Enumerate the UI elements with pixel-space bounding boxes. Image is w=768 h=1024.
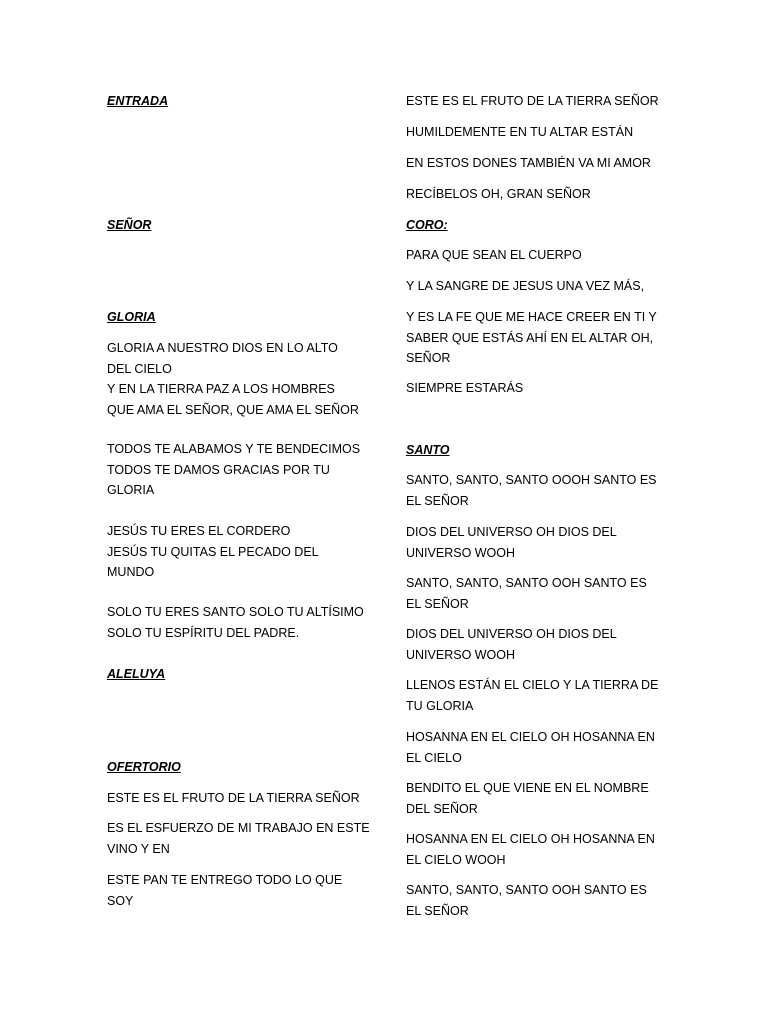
gloria-paragraph: [107, 521, 369, 583]
santo-paragraph: [406, 624, 668, 665]
gloria-paragraph: [107, 338, 369, 420]
text-line: DIOS DEL UNIVERSO OH DIOS DEL: [406, 627, 617, 641]
heading-ofertorio: OFERTORIO: [107, 760, 181, 774]
text-line: HUMILDEMENTE EN TU ALTAR ESTÁN: [406, 125, 634, 139]
text-line: TODOS TE DAMOS GRACIAS POR TU: [107, 462, 330, 477]
text-line: SABER QUE ESTÁS AHÍ EN EL ALTAR OH,: [406, 330, 654, 345]
ofertorio-cont-paragraph: [406, 122, 668, 143]
text-line: JESÚS TU QUITAS EL PECADO DEL: [107, 544, 319, 559]
text-line: PARA QUE SEAN EL CUERPO: [406, 248, 582, 262]
text-line: JESÚS TU ERES EL CORDERO: [107, 524, 291, 538]
text-line: ES EL ESFUERZO DE MI TRABAJO EN ESTE: [107, 821, 370, 835]
santo-paragraph: [406, 522, 668, 563]
ofertorio-paragraph: [107, 870, 369, 911]
santo-paragraph: [406, 880, 668, 921]
santo-paragraph: [406, 778, 668, 819]
text-line: EL SEÑOR: [406, 903, 469, 918]
ofertorio-cont-paragraph: [406, 184, 668, 205]
text-line: SOY: [107, 893, 134, 908]
santo-paragraph: [406, 829, 668, 870]
text-line: SIEMPRE ESTARÁS: [406, 381, 524, 395]
text-line: HOSANNA EN EL CIELO OH HOSANNA EN: [406, 730, 655, 744]
text-line: EL SEÑOR: [406, 493, 469, 508]
gloria-paragraph: [107, 439, 369, 501]
heading-entrada: ENTRADA: [107, 94, 169, 108]
ofertorio-cont-paragraph: [406, 153, 668, 174]
coro-paragraph: [406, 245, 668, 266]
text-line: RECÍBELOS OH, GRAN SEÑOR: [406, 187, 591, 201]
text-line: SANTO, SANTO, SANTO OOOH SANTO ES: [406, 473, 657, 487]
heading-santo: SANTO: [406, 443, 450, 457]
santo-paragraph: [406, 470, 668, 511]
santo-paragraph: [406, 727, 668, 768]
text-line: EL SEÑOR: [406, 596, 469, 611]
heading-gloria: GLORIA: [107, 310, 156, 324]
text-line: ESTE ES EL FRUTO DE LA TIERRA SEÑOR: [107, 791, 360, 805]
text-line: Y ES LA FE QUE ME HACE CREER EN TI Y: [406, 310, 657, 324]
coro-paragraph: [406, 378, 668, 399]
text-line: BENDITO EL QUE VIENE EN EL NOMBRE: [406, 781, 649, 795]
coro-paragraph: [406, 276, 668, 297]
text-line: SOLO TU ESPÍRITU DEL PADRE.: [107, 625, 300, 640]
ofertorio-paragraph: [107, 818, 369, 859]
text-line: GLORIA: [107, 483, 155, 497]
text-line: ESTE PAN TE ENTREGO TODO LO QUE: [107, 873, 343, 887]
text-line: EL CIELO WOOH: [406, 852, 506, 867]
text-line: SEÑOR: [406, 351, 451, 365]
ofertorio-cont-paragraph: [406, 91, 668, 112]
santo-paragraph: [406, 675, 668, 716]
coro-paragraph: [406, 307, 668, 369]
text-line: DEL SEÑOR: [406, 801, 478, 816]
text-line: QUE AMA EL SEÑOR, QUE AMA EL SEÑOR: [107, 402, 359, 417]
text-line: MUNDO: [107, 565, 155, 579]
heading-coro: CORO:: [406, 218, 448, 232]
text-line: SANTO, SANTO, SANTO OOH SANTO ES: [406, 576, 647, 590]
heading-aleluya: ALELUYA: [107, 667, 166, 681]
text-line: LLENOS ESTÁN EL CIELO Y LA TIERRA DE: [406, 678, 659, 692]
text-line: TU GLORIA: [406, 698, 474, 713]
heading-senor: SEÑOR: [107, 218, 152, 232]
text-line: HOSANNA EN EL CIELO OH HOSANNA EN: [406, 832, 655, 846]
gloria-paragraph: [107, 602, 369, 643]
text-line: EN ESTOS DONES TAMBIÉN VA MI AMOR: [406, 156, 651, 170]
text-line: UNIVERSO WOOH: [406, 647, 516, 662]
text-line: DIOS DEL UNIVERSO OH DIOS DEL: [406, 525, 617, 539]
text-line: GLORIA A NUESTRO DIOS EN LO ALTO: [107, 341, 338, 355]
text-line: Y LA SANGRE DE JESUS UNA VEZ MÁS,: [406, 279, 645, 293]
text-line: Y EN LA TIERRA PAZ A LOS HOMBRES: [107, 382, 335, 396]
text-line: UNIVERSO WOOH: [406, 545, 516, 560]
text-line: SANTO, SANTO, SANTO OOH SANTO ES: [406, 883, 647, 897]
text-line: VINO Y EN: [107, 841, 170, 856]
text-line: DEL CIELO: [107, 361, 172, 376]
text-line: SOLO TU ERES SANTO SOLO TU ALTÍSIMO: [107, 605, 364, 619]
text-line: TODOS TE ALABAMOS Y TE BENDECIMOS: [107, 442, 361, 456]
text-line: EL CIELO: [406, 750, 462, 765]
ofertorio-paragraph: [107, 788, 369, 809]
santo-paragraph: [406, 573, 668, 614]
text-line: ESTE ES EL FRUTO DE LA TIERRA SEÑOR: [406, 94, 659, 108]
